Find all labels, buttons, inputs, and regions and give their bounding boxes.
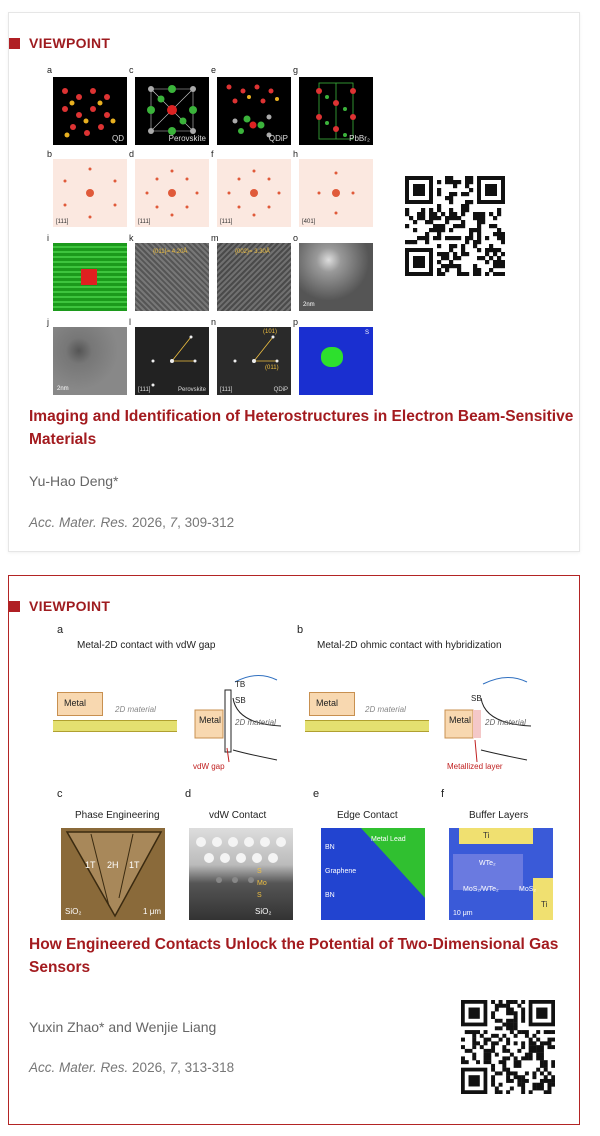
zone-axis: [111]: [220, 387, 233, 393]
journal-name: Acc. Mater. Res.: [29, 515, 129, 530]
panel-letter: h: [293, 149, 299, 159]
substrate-label: SiO₂: [255, 907, 272, 916]
viewpoint-tag: [9, 598, 110, 614]
sb-label: SB: [235, 696, 246, 705]
panel-title: Metal-2D contact with vdW gap: [77, 640, 216, 651]
lead-label: Metal Lead: [371, 836, 406, 843]
diffraction-panel: [299, 159, 373, 227]
material-layer: [53, 720, 177, 732]
layer-label: Graphene: [325, 868, 357, 875]
tag-label: VIEWPOINT: [29, 598, 111, 614]
panel-caption: Perovskite: [177, 387, 206, 393]
panel-caption: [111]: [138, 219, 151, 225]
zone-axis: [111]: [138, 387, 151, 393]
panel-letter: j: [47, 317, 49, 327]
material-layer: [305, 720, 429, 732]
fft-panel-perovskite: [135, 327, 209, 395]
edge-contact-image: [321, 828, 425, 920]
layer-label: BN: [325, 892, 335, 899]
panel-title: Metal-2D ohmic contact with hybridization: [317, 640, 502, 651]
phase-engineering-image: [61, 828, 165, 920]
metal-label: Metal: [199, 715, 222, 725]
pages: 313-318: [184, 1060, 235, 1075]
scale-bar-label: 10 μm: [453, 910, 473, 917]
article-title[interactable]: [29, 933, 558, 979]
article-title[interactable]: [29, 405, 573, 451]
panel-letter: e: [313, 788, 320, 800]
metal-block: [57, 692, 103, 716]
fft-panel-qdip: [217, 327, 291, 395]
substrate-label: SiO₂: [65, 907, 82, 916]
metal-label: Metal: [449, 715, 472, 725]
panel-letter: i: [47, 233, 49, 243]
citation: Acc. Mater. Res. 2026, 7, 309-312: [29, 515, 235, 530]
panel-caption: QDiP: [268, 134, 288, 143]
layer-label: BN: [325, 844, 335, 851]
material-label: 2D material: [235, 718, 276, 727]
article-figure: [45, 65, 385, 393]
crystal-panel-perovskite: [135, 77, 209, 145]
electrode-label: Ti: [483, 831, 490, 840]
lattice-spacing: {002}= 3.30Å: [235, 249, 270, 255]
electrode-label: Ti: [541, 900, 548, 909]
journal-name: Acc. Mater. Res.: [29, 1060, 129, 1075]
panel-letter: g: [293, 65, 299, 75]
crystal-panel-qdip: [217, 77, 291, 145]
title-line: Materials: [29, 431, 97, 448]
article-figure: [45, 620, 548, 924]
panel-title: Phase Engineering: [75, 810, 160, 821]
volume: 7: [169, 515, 178, 530]
lattice-spacing: {011}= 4.20Å: [153, 249, 188, 255]
crystal-panel-pbbr2: [299, 77, 373, 145]
panel-letter: a: [57, 624, 64, 636]
panel-caption: QDiP: [273, 387, 288, 393]
diffraction-panel: [53, 159, 127, 227]
panel-caption: PbBr₂: [349, 134, 370, 143]
panel-letter: m: [211, 233, 219, 243]
diffraction-panel: [217, 159, 291, 227]
panel-caption: [111]: [220, 219, 233, 225]
sb-label: SB: [471, 694, 482, 703]
tb-label: TB: [235, 680, 246, 689]
hrtem-panel-qdip: [217, 243, 291, 311]
panel-letter: b: [297, 624, 304, 636]
scale-bar-label: 1 μm: [143, 907, 161, 916]
viewpoint-tag: [9, 35, 110, 51]
panel-letter: a: [47, 65, 53, 75]
panel-caption: QD: [112, 134, 124, 143]
layer-label: MoS₂/WTe₂: [463, 886, 499, 893]
metal-label: Metal: [316, 698, 339, 708]
panel-letter: d: [185, 788, 192, 800]
plane-index: (101): [263, 329, 278, 335]
panel-letter: b: [47, 149, 53, 159]
scale-bar-label: 2nm: [57, 386, 69, 392]
panel-caption: [401]: [302, 219, 316, 225]
authors: Yu-Hao Deng*: [29, 473, 119, 489]
tag-marker: [9, 38, 20, 49]
panel-letter: e: [211, 65, 217, 75]
vdw-contact-image: [189, 828, 293, 920]
tem-panel: [53, 327, 127, 395]
crystal-panel-qd: [53, 77, 127, 145]
pages: 309-312: [184, 515, 235, 530]
ti-electrode: [533, 878, 553, 920]
atom-label: Mo: [257, 880, 267, 887]
panel-caption: [111]: [56, 219, 69, 225]
tag-marker: [9, 601, 20, 612]
plane-index: (011): [265, 365, 279, 371]
scale-bar-label: 2nm: [303, 302, 315, 308]
qr-code[interactable]: [405, 176, 505, 276]
panel-letter: l: [129, 317, 131, 327]
element-label: S: [364, 330, 369, 336]
material-label: 2D material: [365, 705, 406, 714]
phase-label: 1T: [129, 860, 140, 870]
metal-label: Metal: [64, 698, 87, 708]
ti-electrode: [459, 828, 533, 844]
material-label: 2D material: [485, 718, 526, 727]
year: 2026: [132, 515, 163, 530]
panel-letter: p: [293, 317, 299, 327]
material-label: 2D material: [115, 705, 156, 714]
atom-label: S: [257, 892, 262, 899]
element-map-panel: [299, 327, 373, 395]
vdw-gap-label: vdW gap: [193, 762, 225, 771]
citation: Acc. Mater. Res. 2026, 7, 313-318: [29, 1060, 235, 1075]
panel-letter: n: [211, 317, 217, 327]
layer-label: MoS₂: [519, 886, 537, 893]
simulated-lattice-panel: [53, 243, 127, 311]
panel-letter: k: [129, 233, 134, 243]
panel-letter: o: [293, 233, 299, 243]
metal-block: [309, 692, 355, 716]
atom-label: S: [257, 868, 262, 875]
phase-label: 1T: [85, 860, 96, 870]
article-card-1[interactable]: [8, 12, 580, 552]
panel-letter: c: [129, 65, 134, 75]
panel-title: Edge Contact: [337, 810, 398, 821]
panel-title: vdW Contact: [209, 810, 267, 821]
tag-label: VIEWPOINT: [29, 35, 111, 51]
phase-label: 2H: [107, 860, 119, 870]
year: 2026: [132, 1060, 163, 1075]
article-card-2[interactable]: [8, 575, 580, 1125]
layer-label: WTe₂: [479, 860, 496, 867]
qr-code[interactable]: [461, 1000, 555, 1094]
panel-letter: f: [211, 149, 214, 159]
panel-title: Buffer Layers: [469, 810, 529, 821]
defect-highlight: [81, 269, 97, 285]
title-line: Sensors: [29, 959, 91, 976]
panel-letter: f: [441, 788, 445, 800]
panel-letter: c: [57, 788, 63, 800]
sulfur-region: [321, 347, 343, 367]
authors: Yuxin Zhao* and Wenjie Liang: [29, 1019, 217, 1035]
diffraction-panel: [135, 159, 209, 227]
metallized-label: Metallized layer: [447, 762, 503, 771]
haadf-panel: [299, 243, 373, 311]
panel-caption: Perovskite: [168, 134, 206, 143]
hrtem-panel-perovskite: [135, 243, 209, 311]
title-line: Imaging and Identification of Heterostructures in Electron Beam-Sensitive: [29, 408, 574, 425]
panel-letter: d: [129, 149, 135, 159]
volume: 7: [169, 1060, 178, 1075]
title-line: How Engineered Contacts Unlock the Potential of Two-Dimensional Gas: [29, 936, 559, 953]
buffer-layers-image: [449, 828, 553, 920]
